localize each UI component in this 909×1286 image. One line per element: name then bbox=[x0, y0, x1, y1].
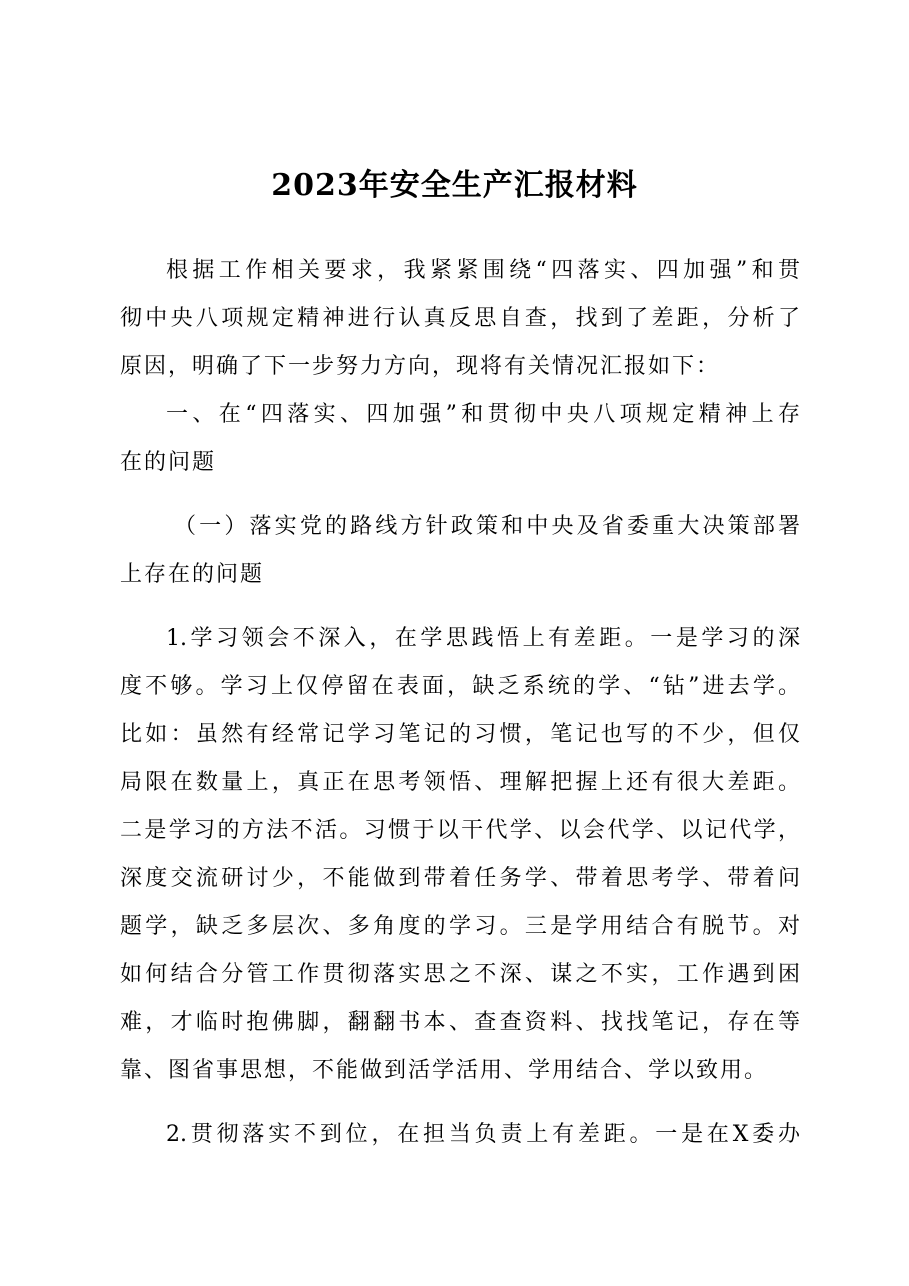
section-heading-1 bbox=[120, 391, 800, 487]
subsection-heading-1 bbox=[120, 503, 800, 599]
paragraph-item-1 bbox=[120, 615, 800, 1095]
document-body bbox=[120, 247, 800, 1159]
text-line: 深度交流研讨少，不能做到带着任务学、带着思考学、带着问 bbox=[120, 866, 800, 891]
text-line: 原因，明确了下一步努力方向，现将有关情况汇报如下： bbox=[120, 354, 721, 379]
text-line: （一）落实党的路线方针政策和中央及省委重大决策部署 bbox=[174, 514, 800, 539]
document-title: 2023年安全生产汇报材料 bbox=[271, 168, 638, 203]
text-line: 在的问题 bbox=[120, 450, 217, 475]
paragraph-intro bbox=[120, 247, 800, 391]
paragraph-item-2 bbox=[120, 1111, 800, 1159]
text-line: 一、在“四落实、四加强”和贯彻中央八项规定精神上存 bbox=[166, 402, 800, 427]
text-line: 难，才临时抱佛脚，翻翻书本、查查资料、找找笔记，存在等 bbox=[120, 1010, 800, 1035]
text-line: 二是学习的方法不活。习惯于以干代学、以会代学、以记代学， bbox=[120, 818, 800, 843]
text-line: 比如：虽然有经常记学习笔记的习惯，笔记也写的不少，但仅 bbox=[120, 722, 800, 747]
text-line: 2.贯彻落实不到位，在担当负责上有差距。一是在X委办 bbox=[166, 1122, 800, 1147]
text-line: 根据工作相关要求，我紧紧围绕“四落实、四加强”和贯 bbox=[166, 258, 800, 283]
text-line: 局限在数量上，真正在思考领悟、理解把握上还有很大差距。 bbox=[120, 770, 800, 795]
text-line: 彻中央八项规定精神进行认真反思自查，找到了差距，分析了 bbox=[120, 306, 800, 331]
text-line: 1.学习领会不深入，在学思践悟上有差距。一是学习的深 bbox=[166, 626, 800, 651]
text-line: 靠、图省事思想，不能做到活学活用、学用结合、学以致用。 bbox=[120, 1058, 769, 1083]
text-line: 度不够。学习上仅停留在表面，缺乏系统的学、“钻”进去学。 bbox=[120, 674, 800, 699]
text-line: 上存在的问题 bbox=[120, 562, 265, 587]
text-line: 如何结合分管工作贯彻落实思之不深、谋之不实，工作遇到困 bbox=[120, 962, 800, 987]
text-line: 题学，缺乏多层次、多角度的学习。三是学用结合有脱节。对 bbox=[120, 914, 800, 939]
